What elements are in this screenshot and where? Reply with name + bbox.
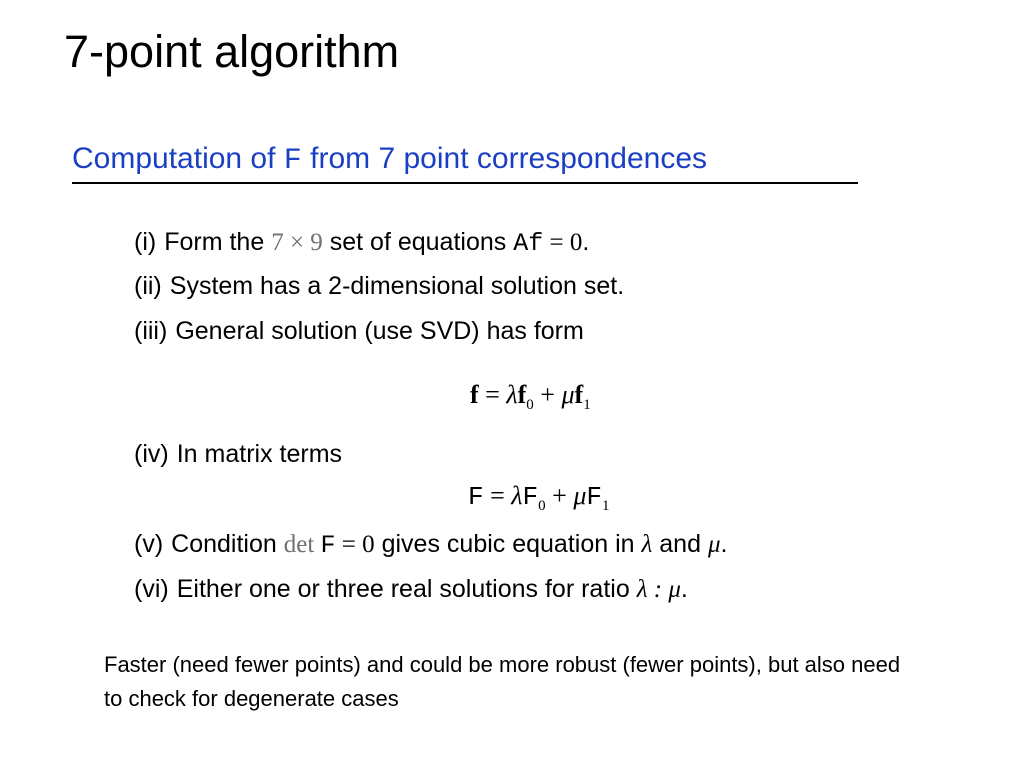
eq-subscript: 1 (602, 498, 610, 515)
eq-symbol: f (574, 380, 584, 409)
step-number: (iv) (134, 440, 169, 468)
step-math: λ : μ (636, 576, 681, 603)
step-text: set of equations (322, 228, 514, 256)
step-text: gives cubic equation in (374, 530, 642, 558)
eq-subscript: 0 (538, 498, 546, 515)
eq-subscript: 0 (526, 397, 534, 414)
step-text: . (680, 575, 688, 603)
step-4 (134, 438, 342, 470)
eq-symbol: + (545, 481, 574, 510)
vector-equation (470, 378, 591, 412)
step-2 (134, 270, 624, 302)
eq-symbol: μ (573, 481, 587, 510)
eq-symbol: f (470, 380, 479, 409)
step-math: det (283, 531, 321, 558)
step-5 (134, 528, 727, 562)
eq-symbol: F (586, 482, 602, 512)
step-math: μ (707, 531, 721, 558)
eq-symbol: μ (561, 380, 575, 409)
box-heading (72, 138, 858, 184)
heading-symbol: F (283, 144, 302, 178)
slide-title: 7-point algorithm (64, 26, 400, 77)
eq-symbol: f (517, 380, 527, 409)
eq-symbol: = (483, 481, 512, 510)
step-number: (iii) (134, 317, 168, 345)
eq-symbol: λ (511, 481, 523, 510)
eq-symbol: λ (506, 380, 518, 409)
step-text: General solution (use SVD) has form (175, 317, 584, 345)
step-text: and (652, 530, 708, 558)
step-text: Condition (171, 530, 284, 558)
eq-symbol: + (533, 380, 562, 409)
eq-symbol: F (468, 482, 484, 512)
step-math: = 0 (335, 531, 375, 558)
step-math: F (320, 531, 336, 560)
eq-subscript: 1 (583, 397, 591, 414)
heading-prefix: Computation of (72, 142, 284, 175)
heading-suffix: from 7 point correspondences (301, 142, 708, 175)
step-number: (i) (134, 228, 157, 256)
step-math: λ (641, 531, 653, 558)
note-text: Faster (need fewer points) and could be more robust (fewer points), but also need to check for degenerate cases (104, 652, 901, 711)
step-1 (134, 226, 589, 260)
step-math: Af (513, 229, 544, 258)
eq-symbol: F (522, 482, 539, 512)
step-text: . (720, 530, 728, 558)
eq-symbol: = (478, 380, 507, 409)
step-text: Either one or three real solutions for ratio (176, 575, 637, 603)
matrix-equation (468, 479, 610, 514)
step-math: = 0 (543, 229, 583, 256)
step-number: (ii) (134, 272, 162, 300)
step-text: Form the (164, 228, 272, 256)
step-3 (134, 315, 584, 347)
step-math: 7 × 9 (271, 229, 323, 256)
step-text: In matrix terms (176, 440, 343, 468)
step-text: . (582, 228, 590, 256)
step-number: (v) (134, 530, 164, 558)
step-text: System has a 2-dimensional solution set. (169, 272, 625, 300)
step-6 (134, 573, 688, 606)
step-number: (vi) (134, 575, 169, 603)
